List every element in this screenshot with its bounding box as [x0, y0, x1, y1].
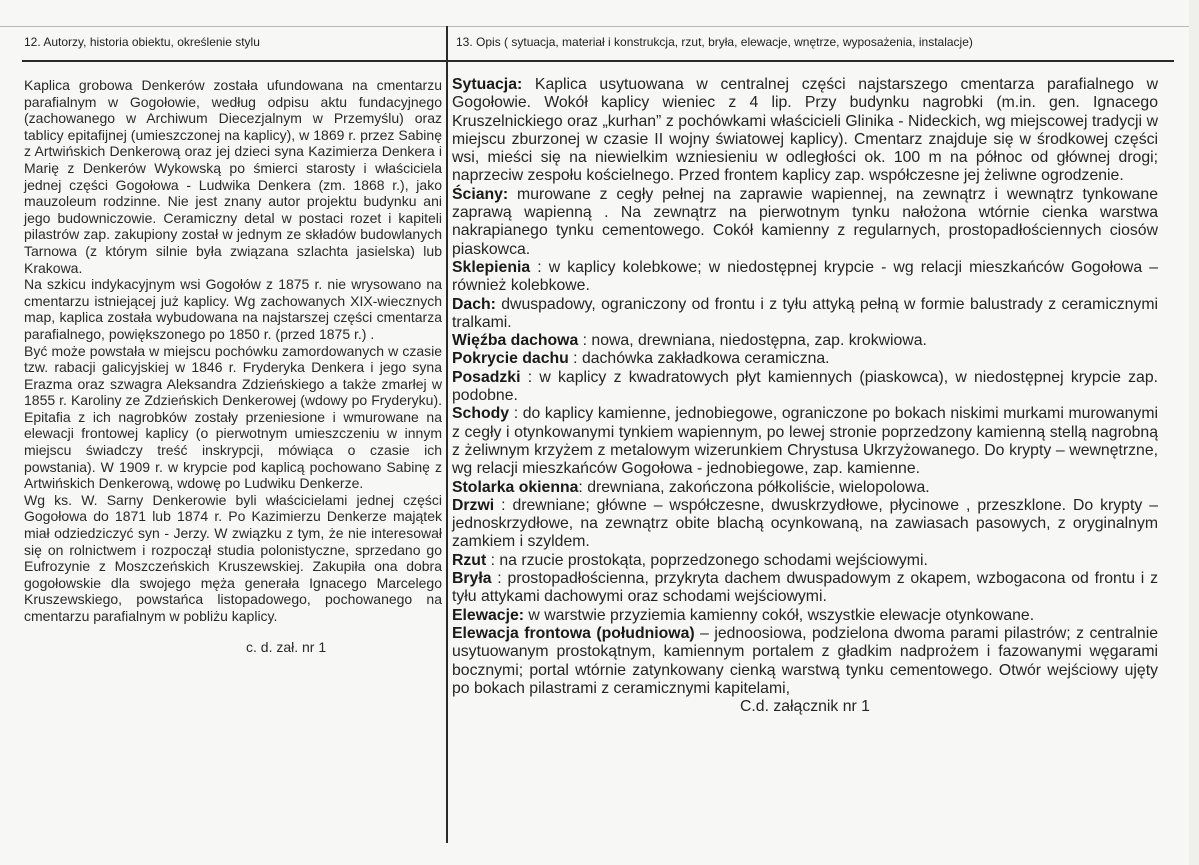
history-column: [24, 77, 442, 655]
section-text: : w kaplicy z kwadratowych płyt kamiennych (piaskowca), w niedostępnej krypcie zap. podobne.: [452, 368, 1158, 405]
right-column-header: 13. Opis ( sytuacja, materiał i konstrukcja, rzut, bryła, elewacje, wnętrze, wyposażenia, instalacje): [456, 35, 973, 49]
section-mass: [452, 570, 1158, 607]
description-column: [452, 76, 1158, 716]
left-column-header: 12. Autorzy, historia obiektu, określenie stylu: [24, 35, 260, 49]
section-label: Stolarka okienna: [452, 478, 579, 496]
scan-margin: [1189, 0, 1199, 865]
section-text: : nowa, drewniana, niedostępna, zap. krokwiowa.: [578, 332, 927, 350]
section-elevations: [452, 607, 1158, 625]
section-text: dwuspadowy, ograniczony od frontu i z tyłu attyką pełną w formie balustrady z ceramicznymi tralkami.: [452, 295, 1158, 331]
section-label: Posadzki: [452, 368, 521, 386]
section-text: – jednoosiowa, podzielona dwoma parami pilastrów; z centralnie usytuowanym prostokątnym, kamiennym portalem z gładkim nadprożem i fazowanymi węgarami bocznymi; portal wtórnie zatynkowany cienką warstwą tynku cementowego. Otwór wejściowy ujęty po bokach pilastrami z ceramicznymi kapitelami,: [452, 624, 1158, 697]
section-label: Ściany:: [452, 185, 509, 203]
section-text: : na rzucie prostokąta, poprzedzonego schodami wejściowymi.: [486, 551, 928, 569]
section-text: w warstwie przyziemia kamienny cokół, wszystkie elewacje otynkowane.: [524, 606, 1035, 624]
section-floors: [452, 369, 1158, 406]
section-label: Sklepienia: [452, 258, 531, 276]
top-rule: [0, 26, 1199, 27]
section-roof: [452, 296, 1158, 333]
section-label: Drzwi: [452, 496, 495, 514]
section-label: Elewacje:: [452, 606, 525, 624]
section-roof-truss: [452, 332, 1158, 350]
history-paragraph: Na szkicu indykacyjnym wsi Gogołów z 1875 r. nie wrysowano na cmentarzu istniejącej już kaplicy. Wg zachowanych XIX-wiecznych map, kaplica została wybudowana na najstarszej części cmentarza parafialnego, powiększonego po 1850 r. (przed 1875 r.) .: [24, 276, 442, 342]
section-label: Bryła: [452, 570, 492, 588]
section-text: : w kaplicy kolebkowe; w niedostępnej krypcie - wg relacji mieszkańców Gogołowa – również kolebkowe.: [452, 258, 1158, 295]
section-label: Pokrycie dachu: [452, 350, 569, 368]
section-vaults: [452, 259, 1158, 296]
section-label: Dach:: [452, 295, 496, 313]
section-label: Rzut: [452, 551, 487, 569]
right-header-rule: [448, 60, 1174, 62]
left-header-rule: [22, 60, 446, 62]
section-plan: [452, 552, 1158, 570]
section-label: Sytuacja:: [452, 76, 523, 93]
section-text: : do kaplicy kamienne, jednobiegowe, ograniczone po bokach niskimi murkami murowanymi z cegły i otynkowanymi tynkiem wapiennym, po lewej stronie poprzedzony kamienną stellą nagrobną z żeliwnym krzyżem z metalowym wizerunkiem Chrystusa Ukrzyżowanego. Do krypty – wewnętrzne, wg relacji mieszkańców Gogołowa - jednobiegowe, zap. kamienne.: [452, 405, 1158, 478]
section-situation: [452, 76, 1158, 186]
section-text: : dachówka zakładkowa ceramiczna.: [568, 350, 830, 368]
section-stairs: [452, 405, 1158, 478]
section-windows: [452, 479, 1158, 497]
section-label: Schody: [452, 405, 510, 423]
section-label: Elewacja frontowa (południowa): [452, 624, 695, 642]
section-text: : prostopadłościenna, przykryta dachem dwuspadowym z okapem, wzbogacona od frontu i z tyłu attykami dachowymi oraz schodami wejściowymi.: [452, 570, 1158, 606]
history-paragraph: Być może powstała w miejscu pochówku zamordowanych w czasie tzw. rabacji galicyjskiej w 1846 r. Fryderyka Denkera i jego syna Erazma oraz szwagra Aleksandra Zdzieńskiego a także zmarłej w 1855 r. Karoliny ze Zdzieńskich Denkerowej (wdowy po Fryderyku). Epitafia z ich nagrobków zostały przeniesione i wmurowane na elewacji frontowej kaplicy (o pierwotnym umieszczeniu w innym miejscu świadczy treść inskrypcji, mówiąca o czasie ich powstania). W 1909 r. w krypcie pod kaplicą pochowano Sabinę z Artwińskich Denkerową, wdowę po Ludwiku Denkerze.: [24, 342, 442, 492]
section-text: : drewniana, zakończona półkoliście, wielopolowa.: [578, 478, 930, 496]
section-walls: [452, 186, 1158, 259]
history-continuation-note: c. d. zał. nr 1: [246, 638, 327, 655]
section-front-elevation: [452, 625, 1158, 698]
section-text: Kaplica usytuowana w centralnej części najstarszego cmentarza parafialnego w Gogołowie. Wokół kaplicy wieniec z 4 lip. Przy budynku nagrobki (m.in. gen. Ignacego Kruszelnickiego oraz „kurhan” z pochówkami właścicieli Glinika - Nideckich, wg miejscowej tradycji w miejscu zburzonej w czasie II wojny światowej kaplicy). Cmentarz znajduje się w środkowej części wsi, mieści się na niewielkim wzniesieniu w odległości ok. 100 m na północ od głównej drogi; naprzeciw zespołu kościelnego. Przed frontem kaplicy zap. współczesne jej żeliwne ogrodzenie.: [452, 76, 1158, 185]
section-text: murowane z cegły pełnej na zaprawie wapiennej, na zewnątrz i wewnątrz tynkowane zaprawą wapienną . Na zewnątrz na pierwotnym tynku nałożona wtórnie cienka warstwa nakrapianego tynku cementowego. Cokół kamienny z regularnych, prostopadłościennych ciosów piaskowca.: [452, 185, 1158, 258]
section-text: : drewniane; główne – współczesne, dwuskrzydłowe, płycinowe , przeszklone. Do krypty – jednoskrzydłowe, na zewnątrz obite blachą ocynkowaną, na zawiasach pasowych, z oryginalnym zamkiem i szyldem.: [452, 496, 1158, 551]
section-doors: [452, 497, 1158, 552]
section-roof-covering: [452, 350, 1158, 368]
column-divider: [446, 26, 448, 843]
history-paragraph: Wg ks. W. Sarny Denkerowie byli właścicielami jednej części Gogołowa do 1871 lub 1874 r. Po Kazimierzu Denkerze majątek miał odziedziczyć syn - Jerzy. W związku z tym, że nie interesował się on rolnictwem i rozpoczął studia polonistyczne, sprzedano go Eufrozynie z Moszczeńskich Kruszewskiej. Zakupiła ona dobra gogołowskie dla swojego męża generała Ignacego Marcelego Kruszewskiego, powstańca listopadowego, pochowanego na cmentarzu parafialnym w pobliżu kaplicy.: [24, 491, 442, 624]
section-label: Więźba dachowa: [452, 332, 579, 350]
history-paragraph: Kaplica grobowa Denkerów została ufundowana na cmentarzu parafialnym w Gogołowie, według odpisu aktu fundacyjnego (zachowanego w Archiwum Diecezjalnym w Przemyślu) oraz tablicy epitafijnej (umieszczonej na kaplicy), w 1869 r. przez Sabinę z Artwińskich Denkerową oraz jej dzieci syna Kazimierza Denkera i Marię z Denkerów Wykowską po śmierci starosty i właściciela jednej części Gogołowa - Ludwika Denkera (zm. 1868 r.), jako mauzoleum rodzinne. Nie jest znany autor projektu budynku ani jego budowniczowie. Ceramiczny detal w postaci rozet i kapiteli pilastrów zap. zakupiony został w jednym ze składów budowlanych Tarnowa (z którym silnie była związana szlachta jasielska) lub Krakowa.: [24, 77, 442, 276]
description-continuation-note: C.d. załącznik nr 1: [740, 698, 870, 716]
